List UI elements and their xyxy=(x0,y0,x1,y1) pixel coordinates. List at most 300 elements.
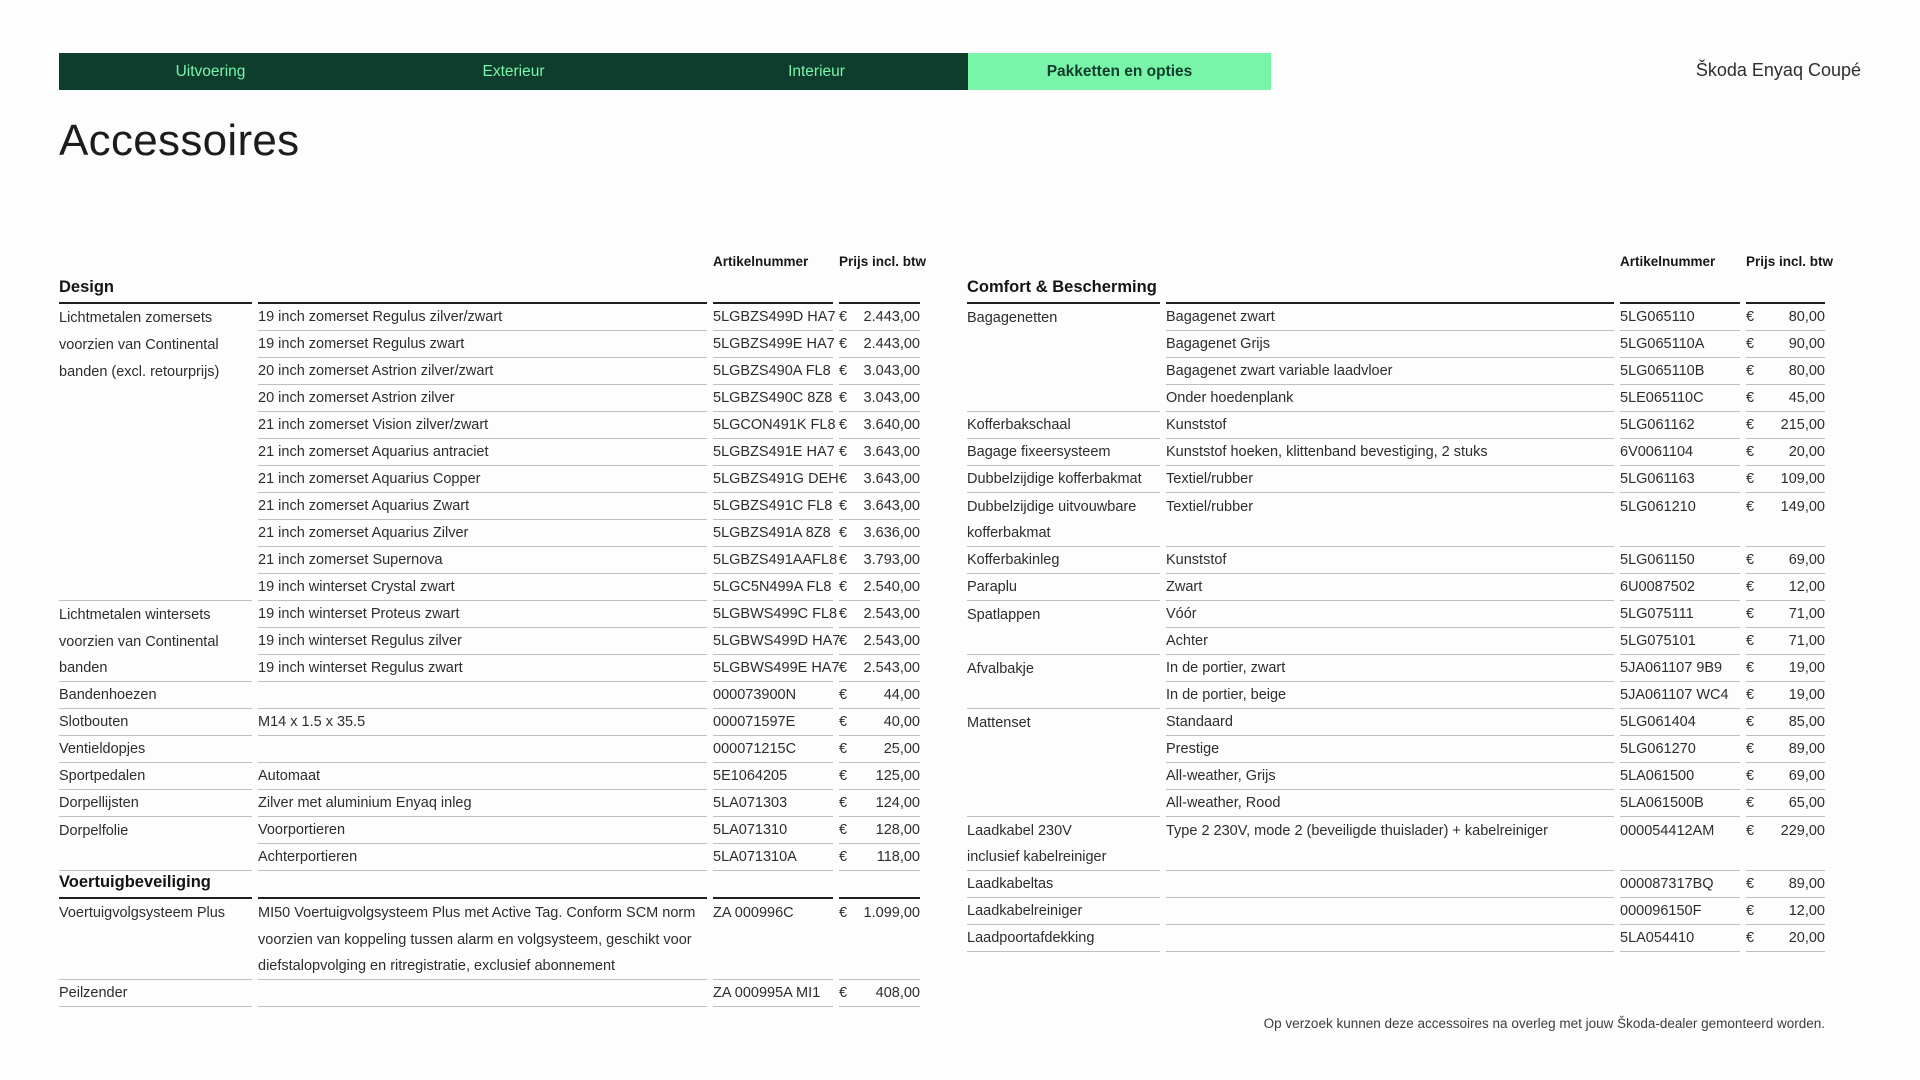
article-number-cell: 5LGBWS499C FL8 xyxy=(713,601,833,628)
article-number-cell: 5LGBZS490C 8Z8 xyxy=(713,385,833,412)
description-cell: Bagagenet Grijs xyxy=(1166,331,1614,358)
accessory-row xyxy=(967,466,1825,493)
category-cell: banden (excl. retourprijs) xyxy=(59,363,220,380)
category-cell: Laadkabel 230V xyxy=(967,822,1072,839)
category-cell xyxy=(59,574,252,601)
section-title: Design xyxy=(59,276,252,304)
price-cell xyxy=(1746,763,1825,790)
description-cell: In de portier, zwart xyxy=(1166,655,1614,682)
price-amount: 19,00 xyxy=(1788,687,1825,703)
page-title: Accessoires xyxy=(59,116,300,165)
price-amount: 109,00 xyxy=(1780,471,1825,487)
section-header-row xyxy=(59,276,920,304)
accessory-row xyxy=(967,898,1825,925)
price-amount: 2.543,00 xyxy=(863,633,920,649)
article-number-cell: 000071597E xyxy=(713,709,833,736)
price-amount: 3.636,00 xyxy=(863,525,920,541)
category-cell: Dubbelzijdige uitvouwbare xyxy=(967,498,1137,515)
accessory-row xyxy=(967,547,1825,574)
category-cell xyxy=(59,926,252,953)
price-amount: 2.543,00 xyxy=(863,660,920,676)
accessory-row xyxy=(59,736,920,763)
price-amount: 45,00 xyxy=(1788,390,1825,406)
price-cell xyxy=(1746,709,1825,736)
euro-symbol: € xyxy=(839,471,848,487)
description-cell: In de portier, beige xyxy=(1166,682,1614,709)
description-cell: Standaard xyxy=(1166,709,1614,736)
price-amount: 215,00 xyxy=(1780,417,1825,433)
price-amount: 71,00 xyxy=(1788,606,1825,622)
category-cell xyxy=(59,493,252,520)
description-cell: 19 inch winterset Crystal zwart xyxy=(258,574,707,601)
article-number-cell: 5E1064205 xyxy=(713,763,833,790)
description-cell xyxy=(1166,520,1614,547)
accessory-row xyxy=(59,790,920,817)
price-amount: 3.640,00 xyxy=(863,417,920,433)
category-cell xyxy=(967,790,1160,817)
section-rule xyxy=(713,276,833,304)
category-cell: Ventieldopjes xyxy=(59,736,252,763)
euro-symbol: € xyxy=(839,606,848,622)
price-amount: 85,00 xyxy=(1788,714,1825,730)
price-amount: 69,00 xyxy=(1788,768,1825,784)
category-cell: Voertuigvolgsysteem Plus xyxy=(59,904,226,921)
description-cell: 21 inch zomerset Aquarius Zilver xyxy=(258,520,707,547)
category-cell xyxy=(59,466,252,493)
price-cell xyxy=(839,331,920,358)
category-cell: Lichtmetalen zomersets xyxy=(59,309,213,326)
accessory-row xyxy=(967,844,1825,871)
accessory-row xyxy=(59,385,920,412)
accessory-row xyxy=(967,763,1825,790)
price-cell xyxy=(1746,601,1825,628)
price-cell xyxy=(1746,655,1825,682)
article-number-cell: 000073900N xyxy=(713,682,833,709)
price-amount: 3.643,00 xyxy=(863,471,920,487)
category-cell: Bandenhoezen xyxy=(59,682,252,709)
category-cell: Bagagenetten xyxy=(967,309,1058,326)
price-cell xyxy=(1746,466,1825,493)
article-number-cell: 5LA054410 xyxy=(1620,925,1740,952)
euro-symbol: € xyxy=(839,904,848,921)
category-cell xyxy=(59,953,252,980)
description-cell: 21 inch zomerset Aquarius Zwart xyxy=(258,493,707,520)
price-cell xyxy=(1746,385,1825,412)
euro-symbol: € xyxy=(839,822,848,838)
price-amount: 125,00 xyxy=(875,768,920,784)
description-cell: 19 inch winterset Regulus zilver xyxy=(258,628,707,655)
article-number-cell: 5LGBWS499E HA7 xyxy=(713,655,833,682)
price-cell xyxy=(839,736,920,763)
article-number-cell: 5LG075111 xyxy=(1620,601,1740,628)
column-header-prijs: Prijs incl. btw xyxy=(839,254,927,269)
price-cell xyxy=(1746,574,1825,601)
accessory-row xyxy=(967,736,1825,763)
price-amount: 229,00 xyxy=(1780,822,1825,839)
category-cell xyxy=(967,763,1160,790)
accessory-row xyxy=(59,331,920,358)
price-cell xyxy=(839,682,920,709)
section-header-row xyxy=(59,871,920,899)
euro-symbol: € xyxy=(839,336,848,352)
article-number-cell: 5LE065110C xyxy=(1620,385,1740,412)
price-cell xyxy=(1746,898,1825,925)
article-number-cell: 6U0087502 xyxy=(1620,574,1740,601)
euro-symbol: € xyxy=(839,579,848,595)
euro-symbol: € xyxy=(839,498,848,514)
accessory-row xyxy=(59,628,920,655)
category-cell xyxy=(59,547,252,574)
category-cell xyxy=(967,331,1160,358)
accessory-row xyxy=(59,358,920,385)
price-amount: 80,00 xyxy=(1788,309,1825,325)
price-amount: 3.043,00 xyxy=(863,390,920,406)
price-cell xyxy=(1746,925,1825,952)
accessory-row xyxy=(59,574,920,601)
price-cell xyxy=(839,466,920,493)
accessory-row xyxy=(967,655,1825,682)
price-cell xyxy=(1746,736,1825,763)
price-cell xyxy=(839,980,920,1007)
dealer-note: Op verzoek kunnen deze accessoires na overleg met jouw Škoda-dealer gemonteerd worden. xyxy=(1263,1016,1825,1031)
price-amount: 2.443,00 xyxy=(863,309,920,325)
description-cell xyxy=(258,980,707,1007)
price-cell xyxy=(839,709,920,736)
column-header-spacer xyxy=(1166,246,1614,276)
article-number-cell: 5LG065110A xyxy=(1620,331,1740,358)
article-number-cell: 5LGC5N499A FL8 xyxy=(713,574,833,601)
column-header-spacer xyxy=(967,246,1160,276)
description-cell: MI50 Voertuigvolgsysteem Plus met Active Tag. Conform SCM norm xyxy=(258,904,696,921)
description-cell: Kunststof xyxy=(1166,412,1614,439)
accessory-row xyxy=(59,439,920,466)
price-amount: 408,00 xyxy=(875,985,920,1001)
price-cell xyxy=(1746,844,1825,871)
price-amount: 2.540,00 xyxy=(863,579,920,595)
description-cell: All-weather, Grijs xyxy=(1166,763,1614,790)
article-number-cell xyxy=(713,926,833,953)
price-cell xyxy=(839,385,920,412)
column-header-prijs: Prijs incl. btw xyxy=(1746,254,1834,269)
section-rule xyxy=(1620,276,1740,304)
description-cell: 21 inch zomerset Aquarius Copper xyxy=(258,466,707,493)
category-cell: kofferbakmat xyxy=(967,520,1160,547)
accessory-row xyxy=(59,493,920,520)
accessory-row xyxy=(59,412,920,439)
description-cell xyxy=(1166,844,1614,871)
euro-symbol: € xyxy=(1746,606,1755,622)
euro-symbol: € xyxy=(1746,579,1755,595)
description-cell: diefstalopvolging en ritregistratie, exclusief abonnement xyxy=(258,953,707,980)
accessory-row xyxy=(59,899,920,926)
category-cell: Peilzender xyxy=(59,980,252,1007)
category-cell: Dorpellijsten xyxy=(59,790,252,817)
price-amount: 80,00 xyxy=(1788,363,1825,379)
category-cell: banden xyxy=(59,655,252,682)
price-amount: 2.543,00 xyxy=(863,606,920,622)
category-cell xyxy=(59,844,252,871)
accessory-row xyxy=(59,466,920,493)
category-cell: Laadpoortafdekking xyxy=(967,925,1160,952)
accessory-row xyxy=(59,520,920,547)
price-cell xyxy=(1746,358,1825,385)
accessory-row xyxy=(967,385,1825,412)
article-number-cell: 5LGBZS499D HA7 xyxy=(713,304,833,331)
description-cell: 21 inch zomerset Supernova xyxy=(258,547,707,574)
euro-symbol: € xyxy=(839,633,848,649)
price-amount: 40,00 xyxy=(883,714,920,730)
euro-symbol: € xyxy=(1746,498,1755,515)
article-number-cell: 5LGCON491K FL8 xyxy=(713,412,833,439)
euro-symbol: € xyxy=(839,444,848,460)
article-number-cell: ZA 000996C xyxy=(713,904,794,921)
article-number-cell xyxy=(713,953,833,980)
article-number-cell xyxy=(1620,520,1740,547)
price-cell xyxy=(839,628,920,655)
category-cell xyxy=(967,736,1160,763)
euro-symbol: € xyxy=(1746,714,1755,730)
accessory-row xyxy=(59,817,920,844)
description-cell: Prestige xyxy=(1166,736,1614,763)
accessory-row xyxy=(967,628,1825,655)
article-number-cell xyxy=(1620,844,1740,871)
accessory-row xyxy=(967,412,1825,439)
description-cell: Vóór xyxy=(1166,601,1614,628)
euro-symbol: € xyxy=(839,309,848,325)
article-number-cell: 5LG061210 xyxy=(1620,498,1696,515)
column-header-artikelnummer: Artikelnummer xyxy=(713,254,809,269)
price-cell xyxy=(1746,682,1825,709)
article-number-cell: 5LGBZS491E HA7 xyxy=(713,439,833,466)
price-cell xyxy=(839,304,920,331)
category-cell: Dorpelfolie xyxy=(59,822,129,839)
price-amount: 2.443,00 xyxy=(863,336,920,352)
category-cell: Spatlappen xyxy=(967,606,1041,623)
article-number-cell: 5JA061107 WC4 xyxy=(1620,682,1740,709)
price-cell xyxy=(1746,790,1825,817)
description-cell: Kunststof xyxy=(1166,547,1614,574)
article-number-cell: ZA 000995A MI1 xyxy=(713,980,833,1007)
description-cell xyxy=(258,682,707,709)
euro-symbol: € xyxy=(1746,390,1755,406)
euro-symbol: € xyxy=(839,741,848,757)
price-amount: 20,00 xyxy=(1788,444,1825,460)
price-cell xyxy=(839,520,920,547)
section-rule xyxy=(258,276,707,304)
euro-symbol: € xyxy=(839,525,848,541)
price-cell xyxy=(839,790,920,817)
article-number-cell: 000096150F xyxy=(1620,898,1740,925)
category-cell: Dubbelzijdige kofferbakmat xyxy=(967,466,1160,493)
description-cell: Zilver met aluminium Enyaq inleg xyxy=(258,790,707,817)
euro-symbol: € xyxy=(839,768,848,784)
price-cell xyxy=(839,439,920,466)
price-cell xyxy=(839,655,920,682)
column-header-row xyxy=(967,246,1834,276)
accessory-row xyxy=(967,709,1825,736)
column-header-spacer xyxy=(59,246,252,276)
description-cell: 20 inch zomerset Astrion zilver xyxy=(258,385,707,412)
price-cell xyxy=(839,412,920,439)
description-cell: All-weather, Rood xyxy=(1166,790,1614,817)
accessory-row xyxy=(59,304,920,331)
accessory-row xyxy=(967,520,1825,547)
price-amount: 71,00 xyxy=(1788,633,1825,649)
price-cell xyxy=(1746,412,1825,439)
description-cell: 20 inch zomerset Astrion zilver/zwart xyxy=(258,358,707,385)
description-cell: voorzien van koppeling tussen alarm en volgsysteem, geschikt voor xyxy=(258,931,692,948)
euro-symbol: € xyxy=(839,552,848,568)
column-header-spacer xyxy=(258,246,707,276)
euro-symbol: € xyxy=(1746,822,1755,839)
category-cell xyxy=(967,358,1160,385)
category-cell: Paraplu xyxy=(967,574,1160,601)
accessory-row xyxy=(967,304,1825,331)
euro-symbol: € xyxy=(1746,309,1755,325)
category-cell: voorzien van Continental xyxy=(59,633,219,650)
price-cell xyxy=(839,763,920,790)
description-cell xyxy=(1166,925,1614,952)
price-amount: 12,00 xyxy=(1788,579,1825,595)
accessory-row xyxy=(967,601,1825,628)
price-amount: 90,00 xyxy=(1788,336,1825,352)
euro-symbol: € xyxy=(839,687,848,703)
article-number-cell: 5LA071310 xyxy=(713,817,833,844)
accessories-table-left xyxy=(59,246,927,1007)
price-amount: 3.643,00 xyxy=(863,498,920,514)
section-header-row xyxy=(967,276,1825,304)
column-header-artikelnummer: Artikelnummer xyxy=(1620,254,1716,269)
description-cell: 21 inch zomerset Vision zilver/zwart xyxy=(258,412,707,439)
category-cell: Bagage fixeersysteem xyxy=(967,439,1160,466)
category-cell: Laadkabelreiniger xyxy=(967,898,1160,925)
price-cell xyxy=(839,574,920,601)
price-amount: 44,00 xyxy=(883,687,920,703)
price-amount: 19,00 xyxy=(1788,660,1825,676)
description-cell: Type 2 230V, mode 2 (beveiligde thuislader) + kabelreiniger xyxy=(1166,822,1548,839)
euro-symbol: € xyxy=(1746,903,1755,919)
price-amount: 25,00 xyxy=(883,741,920,757)
description-cell: 19 inch zomerset Regulus zilver/zwart xyxy=(258,304,707,331)
price-amount: 149,00 xyxy=(1780,498,1825,515)
price-cell xyxy=(1746,304,1825,331)
accessory-row xyxy=(59,682,920,709)
description-cell xyxy=(1166,898,1614,925)
description-cell: Textiel/rubber xyxy=(1166,498,1254,515)
accessory-row xyxy=(967,925,1825,952)
article-number-cell: 5LGBZS491A 8Z8 xyxy=(713,520,833,547)
section-title: Voertuigbeveiliging xyxy=(59,871,252,899)
euro-symbol: € xyxy=(1746,795,1755,811)
article-number-cell: 000054412AM xyxy=(1620,822,1715,839)
accessory-row xyxy=(967,790,1825,817)
euro-symbol: € xyxy=(839,985,848,1001)
description-cell: Achter xyxy=(1166,628,1614,655)
price-amount: 128,00 xyxy=(875,822,920,838)
article-number-cell: 6V0061104 xyxy=(1620,439,1740,466)
category-cell xyxy=(967,385,1160,412)
euro-symbol: € xyxy=(1746,660,1755,676)
price-amount: 3.643,00 xyxy=(863,444,920,460)
accessory-row xyxy=(59,763,920,790)
euro-symbol: € xyxy=(1746,876,1755,892)
euro-symbol: € xyxy=(839,660,848,676)
accessory-row xyxy=(967,817,1825,844)
accessory-row xyxy=(967,871,1825,898)
accessory-row xyxy=(59,953,920,980)
euro-symbol: € xyxy=(839,795,848,811)
description-cell: Onder hoedenplank xyxy=(1166,385,1614,412)
description-cell: Bagagenet zwart xyxy=(1166,304,1614,331)
euro-symbol: € xyxy=(839,390,848,406)
description-cell: M14 x 1.5 x 35.5 xyxy=(258,709,707,736)
article-number-cell: 5LGBZS491AAFL8 xyxy=(713,547,833,574)
description-cell: 21 inch zomerset Aquarius antraciet xyxy=(258,439,707,466)
price-cell xyxy=(839,817,920,844)
euro-symbol: € xyxy=(839,714,848,730)
article-number-cell: 5LG061270 xyxy=(1620,736,1740,763)
euro-symbol: € xyxy=(1746,930,1755,946)
article-number-cell: 5LGBZS499E HA7 xyxy=(713,331,833,358)
category-cell: Kofferbakinleg xyxy=(967,547,1160,574)
article-number-cell: 5LG065110 xyxy=(1620,304,1740,331)
price-amount: 20,00 xyxy=(1788,930,1825,946)
accessory-row xyxy=(967,493,1825,520)
article-number-cell: 5LG075101 xyxy=(1620,628,1740,655)
description-cell: Kunststof hoeken, klittenband bevestiging, 2 stuks xyxy=(1166,439,1614,466)
article-number-cell: 5LGBWS499D HA7 xyxy=(713,628,833,655)
euro-symbol: € xyxy=(1746,633,1755,649)
price-cell xyxy=(839,953,920,980)
description-cell: Voorportieren xyxy=(258,817,707,844)
price-cell xyxy=(839,926,920,953)
price-cell xyxy=(839,358,920,385)
tab-interieur[interactable]: Interieur xyxy=(665,53,968,90)
category-cell: Slotbouten xyxy=(59,709,252,736)
euro-symbol: € xyxy=(1746,336,1755,352)
article-number-cell: 5LG065110B xyxy=(1620,358,1740,385)
price-cell xyxy=(1746,331,1825,358)
description-cell: Textiel/rubber xyxy=(1166,466,1614,493)
euro-symbol: € xyxy=(1746,417,1755,433)
section-rule xyxy=(1166,276,1614,304)
category-cell xyxy=(59,412,252,439)
category-cell: Laadkabeltas xyxy=(967,871,1160,898)
price-cell xyxy=(839,547,920,574)
price-amount: 3.043,00 xyxy=(863,363,920,379)
article-number-cell: 5LGBZS491C FL8 xyxy=(713,493,833,520)
category-cell: Mattenset xyxy=(967,714,1031,731)
description-cell xyxy=(1166,871,1614,898)
section-rule xyxy=(839,276,920,304)
article-number-cell: 5LA061500 xyxy=(1620,763,1740,790)
article-number-cell: 5LA071303 xyxy=(713,790,833,817)
accessory-row xyxy=(967,574,1825,601)
article-number-cell: 5LGBZS490A FL8 xyxy=(713,358,833,385)
price-amount: 69,00 xyxy=(1788,552,1825,568)
category-cell xyxy=(59,439,252,466)
accessories-table-right xyxy=(967,246,1834,952)
tab-exterieur[interactable]: Exterieur xyxy=(362,53,665,90)
accessory-row xyxy=(967,439,1825,466)
category-cell: Afvalbakje xyxy=(967,660,1034,677)
article-number-cell: 5LG061404 xyxy=(1620,709,1740,736)
column-header-row xyxy=(59,246,927,276)
tab-pakketten-en-opties[interactable]: Pakketten en opties xyxy=(968,53,1271,90)
category-cell xyxy=(59,385,252,412)
euro-symbol: € xyxy=(1746,471,1755,487)
tab-uitvoering[interactable]: Uitvoering xyxy=(59,53,362,90)
